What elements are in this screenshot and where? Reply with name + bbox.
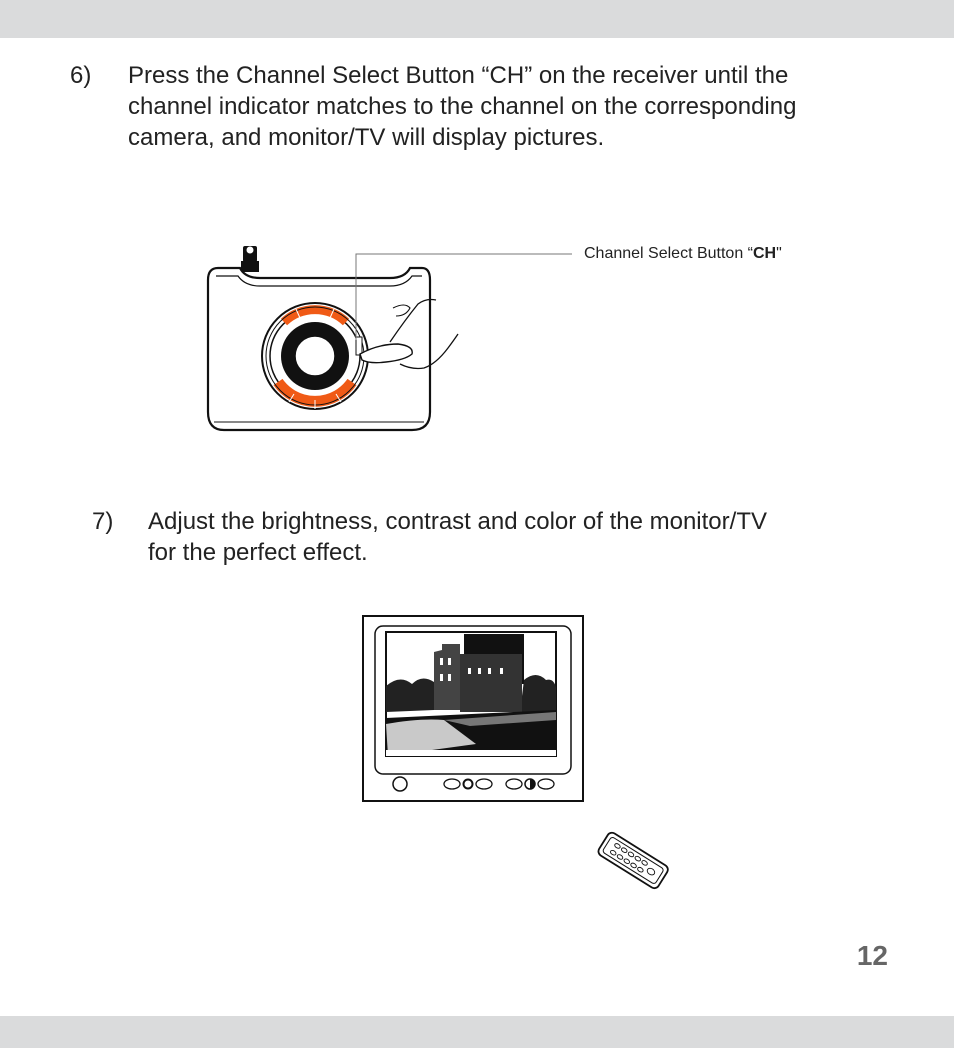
receiver-illustration	[200, 236, 620, 436]
footer-band	[0, 1016, 954, 1048]
callout-bold: CH	[753, 245, 777, 262]
contrast-plus-button	[538, 779, 554, 789]
monitor-illustration	[360, 614, 586, 804]
power-button	[393, 777, 407, 791]
step-6-line-3: camera, and monitor/TV will display pictures.	[128, 124, 605, 151]
brightness-plus-button	[476, 779, 492, 789]
contrast-minus-button	[506, 779, 522, 789]
step-7	[92, 506, 892, 576]
header-band	[0, 0, 954, 38]
step-7-number: 7)	[92, 508, 114, 535]
channel-dial	[262, 303, 368, 409]
contrast-icon	[525, 779, 535, 789]
antenna-icon	[241, 246, 259, 272]
step-6-number: 6)	[70, 62, 92, 89]
page-number: 12	[856, 940, 888, 971]
brightness-minus-button	[444, 779, 460, 789]
step-6	[70, 60, 930, 160]
callout-label	[584, 245, 782, 263]
remote-control-illustration	[596, 830, 672, 892]
callout-prefix: Channel Select Button “	[584, 245, 753, 262]
monitor-screen	[386, 632, 556, 756]
step-7-line-1: Adjust the brightness, contrast and color of the monitor/TV	[148, 508, 767, 535]
brightness-icon	[464, 780, 473, 789]
step-7-line-2: for the perfect effect.	[148, 539, 368, 566]
callout-suffix: "	[776, 245, 782, 262]
step-6-line-2: channel indicator matches to the channel on the corresponding	[128, 93, 797, 120]
step-6-line-1: Press the Channel Select Button “CH” on the receiver until the	[128, 62, 789, 89]
ch-button	[356, 337, 362, 355]
